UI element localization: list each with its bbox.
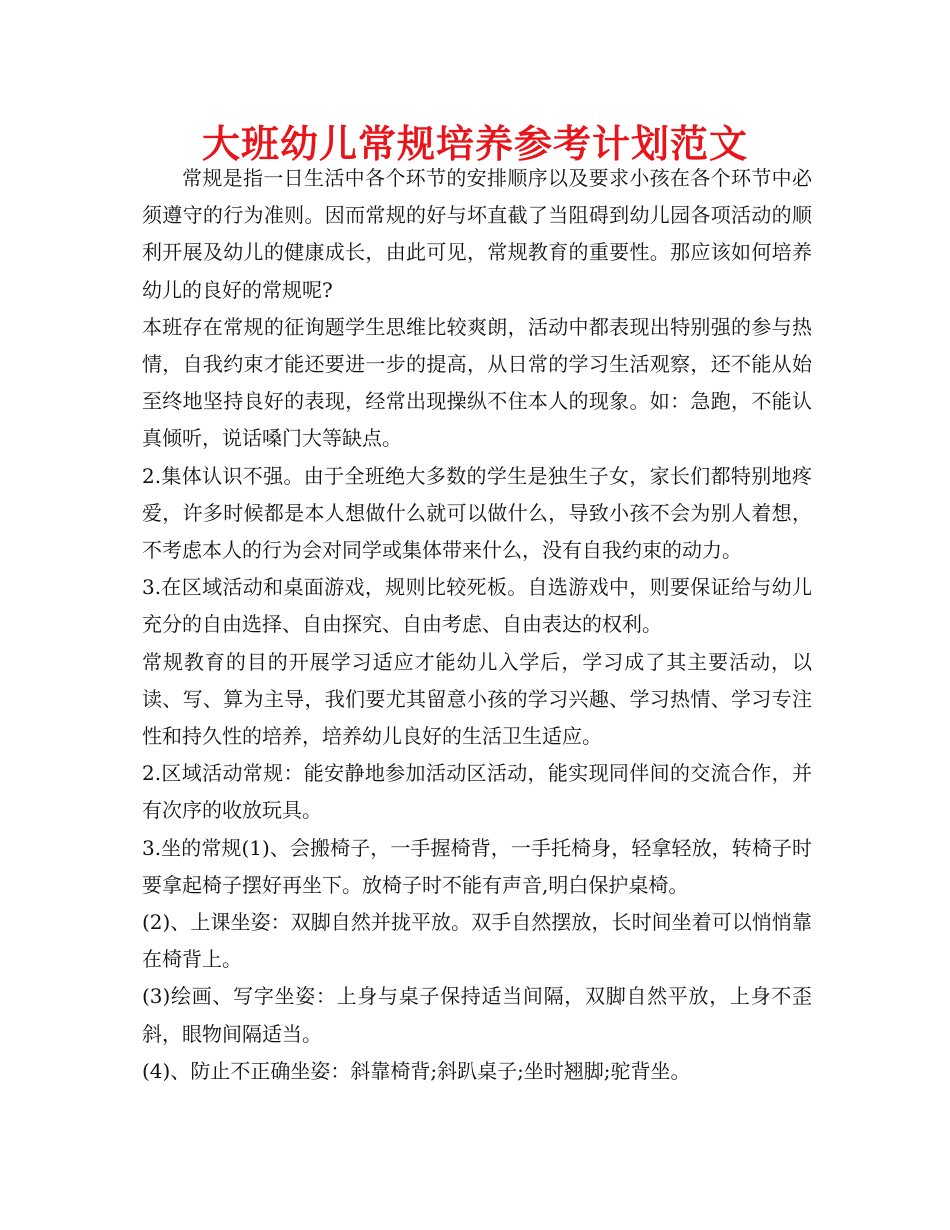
paragraph-drawing-posture: (3)绘画、写字坐姿：上身与桌子保持适当间隔，双脚自然平放，上身不歪斜，眼物间隔适当。 <box>142 984 812 1046</box>
paragraph-collective-awareness: 2.集体认识不强。由于全班绝大多数的学生是独生子女，家长们都特别地疼爱，许多时候都是本人想做什么就可以做什么，导致小孩不会为别人着想，不考虑本人的行为会对同学或集体带来什么，没有自我约束的动力。 <box>142 463 812 563</box>
paragraph-area-activity-routine: 2.区域活动常规：能安静地参加活动区活动，能实现同伴间的交流合作，并有次序的收放玩具。 <box>142 761 812 823</box>
document-body <box>142 160 812 1090</box>
paragraph-sitting-routine: 3.坐的常规(1)、会搬椅子，一手握椅背，一手托椅身，轻拿轻放，转椅子时要拿起椅子摆好再坐下。放椅子时不能有声音,明白保护桌椅。 <box>142 835 812 897</box>
document-title: 大班幼儿常规培养参考计划范文 <box>201 122 748 166</box>
paragraph-class-posture: (2)、上课坐姿：双脚自然并拢平放。双手自然摆放，长时间坐着可以悄悄靠在椅背上。 <box>142 910 812 972</box>
paragraph-education-goal: 常规教育的目的开展学习适应才能幼儿入学后，学习成了其主要活动，以读、写、算为主导，我们要尤其留意小孩的学习兴趣、学习热情、学习专注性和持久性的培养，培养幼儿良好的生活卫生适应。 <box>142 649 812 749</box>
paragraph-area-activity-rules: 3.在区域活动和桌面游戏，规则比较死板。自选游戏中，则要保证给与幼儿充分的自由选择、自由探究、自由考虑、自由表达的权利。 <box>142 575 812 637</box>
paragraph-incorrect-posture: (4)、防止不正确坐姿：斜靠椅背;斜趴桌子;坐时翘脚;驼背坐。 <box>142 1058 691 1083</box>
paragraph-intro: 常规是指一日生活中各个环节的安排顺序以及要求小孩在各个环节中必须遵守的行为准则。因而常规的好与坏直截了当阻碍到幼儿园各项活动的顺利开展及幼儿的健康成长，由此可见，常规教育的重要性。那应该如何培养幼儿的良好的常规呢? <box>142 166 812 302</box>
paragraph-class-issues: 本班存在常规的征询题学生思维比较爽朗，活动中都表现出特别强的参与热情，自我约束才能还要进一步的提高，从日常的学习生活观察，还不能从始至终地坚持良好的表现，经常出现操纵不住本人的现象。如：急跑，不能认真倾听，说话嗓门大等缺点。 <box>142 314 812 451</box>
